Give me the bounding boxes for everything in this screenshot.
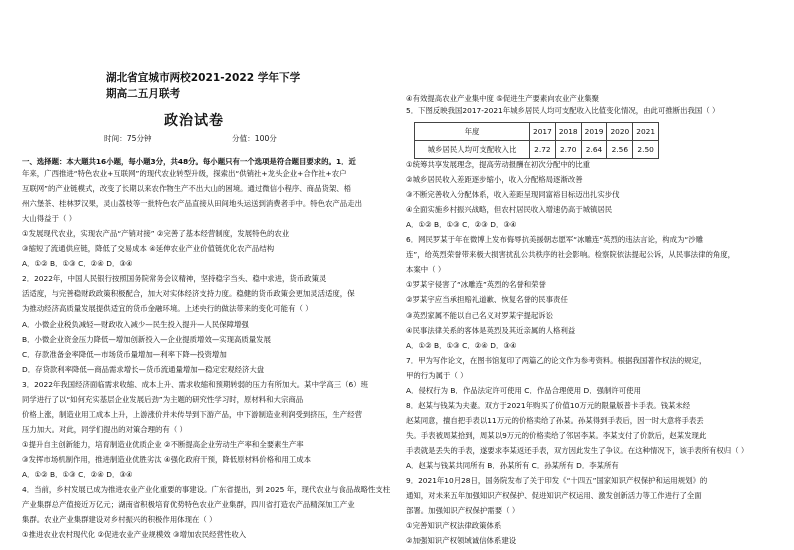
table-header-cell: 年度 [415, 123, 530, 141]
exam-title-line2: 期高二五月联考 [106, 88, 181, 100]
text-line: 7．甲为写作论文，在图书馆复印了两篇乙的论文作为参考资料。根据我国著作权法的规定， [406, 355, 707, 365]
text-line: ③缩短了流通供应链，降低了交易成本 ④延伸农业产业价值链优化农产品结构 [22, 244, 275, 254]
text-line: A．①② B．①③ C．②④ D．③④ [22, 470, 133, 479]
text-line: A．小微企业税负减轻—财政收入减少—民生投入提升—人民保障增强 [22, 319, 249, 329]
text-line: ①提升自主创新能力，培育制造业优质企业 ②不断提高企业劳动生产率和全要素生产率 [22, 439, 304, 449]
text-line: ①统筹共享发展理念，提高劳动报酬在初次分配中的比重 [406, 160, 591, 169]
left-column [22, 0, 395, 550]
text-line: 甲的行为属于（ ） [406, 370, 468, 380]
text-line: 手表就是丢失的手表，遂要求李某返还手表，双方因此发生了争议。在这种情况下，该手表所有权归（ ） [406, 445, 749, 455]
text-line: ④全面实施乡村振兴战略，但农村居民收入增速仍高于城镇居民 [406, 205, 613, 215]
text-line: 本案中（ ） [406, 265, 446, 275]
text-line: 集群。农业产业集群建设对乡村振兴的积极作用体现在（ ） [22, 515, 217, 525]
text-line: 大山得益于（ ） [22, 214, 77, 224]
text-line: ②加强知识产权领域诚信体系建设 [406, 536, 517, 546]
text-line: 互联网”的产业链模式，改变了长期以来农作物生产不出大山的困境。通过微信小程序、商品货架、梧 [22, 184, 352, 194]
table-cell: 2.50 [633, 141, 659, 159]
text-line: 6．网民罗某于年在微博上发布侮辱抗美援朝志愿军“冰雕连”英烈的违法言论，构成为“沙雕 [406, 235, 704, 245]
table-cell: 2.56 [607, 141, 633, 159]
text-line: 活适度，与完善稳财政政策积极配合，加大对实体经济支持力度。稳健的货币政策会更加灵活适度，保 [22, 289, 355, 299]
text-line: D．存贷款利率降低—商品需求增长—货币流通量增加—稳定宏观经济大盘 [22, 364, 265, 374]
text-line: B．小微企业资金压力降低—增加创新投入—企业提质增效—实现高质量发展 [22, 334, 271, 344]
text-line: ④有效提高农业产业集中度 ⑤促进生产要素向农业产业集聚 [406, 94, 599, 103]
text-line: 部署。加强知识产权保护需要（ ） [406, 506, 520, 516]
text-line: 5．下图反映我国2017-2021年城乡居民人均可支配收入比值变化情况，由此可推断出我国（ ） [406, 106, 720, 115]
text-line: ③发挥市场机制作用，推进制造业优胜劣汰 ④强化政府干预，降低原材料价格和用工成本 [22, 454, 312, 464]
text-line: 为推动经济高质量发展提供适宜的货币金融环境。上述央行的做法带来的变化可能有（ ） [22, 304, 313, 314]
exam-time: 时间：75分钟 [104, 134, 152, 143]
table-header-cell: 2018 [555, 123, 581, 141]
text-line: ①罗某宇侵害了“冰雕连”英烈的名誉和荣誉 [406, 280, 546, 290]
text-line: 3．2022年我国经济面临需求收缩、成本上升、需求收缩和预期转弱的压力有所加大。某中学高三（6）班 [22, 379, 369, 389]
table-cell: 2.70 [555, 141, 581, 159]
text-line: ③不断完善收入分配体系，收入差距呈现同富裕目标迈出扎实步伐 [406, 190, 620, 200]
table-header-cell: 2017 [530, 123, 556, 141]
text-line: 连”，给英烈荣誉带来极大损害扰乱公共秩序的社会影响。检察院依法提起公诉，从民事法律的角度， [406, 250, 736, 260]
text-line: 同学进行了以“如何充实基层企业发展后劲”为主题的研究性学习时，原材料和大宗商品 [22, 394, 304, 404]
text-line: A．①② B．①③ C．②③ D．③④ [406, 220, 517, 230]
text-line: 失。手表被周某拾到，周某以9万元的价格卖给了邻居李某。李某支付了价款后，赵某发现此 [406, 430, 707, 440]
right-column [406, 0, 781, 550]
table-row [415, 141, 659, 159]
text-line: A．①② B．①③ C．②④ D．③④ [22, 259, 133, 269]
text-line: 4．当前，乡村发展已成为推进农业产业化重要的事建设。广东省提出，到 2025 年，现代农业与食品战略性支柱 [22, 485, 391, 495]
text-line: C．存款准备金率降低—市场货币量增加—利率下降—投资增加 [22, 349, 227, 359]
text-line: ①完善知识产权法律政策体系 [406, 521, 502, 531]
text-line: 压力加大。对此，同学们提出的对策合理的有（ ） [22, 424, 187, 434]
table-header-cell: 2021 [633, 123, 659, 141]
text-line: ③英烈家属不能以自己名义对罗某宇提起诉讼 [406, 310, 554, 320]
text-line: 8．赵某与钱某为夫妻。双方于2021年购买了价值10万元的限量版普卡手表。钱某未经 [406, 400, 691, 410]
text-line: ②罗某宇应当承担赔礼道歉、恢复名誉的民事责任 [406, 295, 568, 305]
table-header-cell: 2019 [581, 123, 607, 141]
text-line: ④民事法律关系的客体是英烈及其近亲属的人格利益 [406, 325, 576, 335]
income-ratio-table [414, 122, 659, 159]
text-line: 产业集群总产值接近万亿元；湖南省积极培育优势特色农业产业集群，四川省打造农产品精深加工产业 [22, 500, 355, 510]
text-line: 通知，对未来五年加强知识产权保护、促进知识产权运用、激发创新活力等工作进行了全面 [406, 491, 702, 501]
text-line: 9．2021年10月28日，国务院发布了关于印发《“十四五”国家知识产权保护和运用规划》的 [406, 476, 708, 486]
subject-title: 政治试卷 [164, 113, 224, 129]
table-cell: 2.64 [581, 141, 607, 159]
text-line: A．赵某与钱某共同所有 B．孙某所有 C．孙某所有 D．李某所有 [406, 461, 619, 470]
text-line: 价格上涨，制造业用工成本上升，上游涨价并未传导到下游产品，中下游制造业利润受到挤压，生产经营 [22, 409, 362, 419]
text-line: ①发展现代农业，实现农产品“产销对接” ②完善了基本经营制度，发展特色的农业 [22, 229, 290, 239]
table-row [415, 123, 659, 141]
section-heading: 一、选择题：本大题共16小题，每小题3分，共48分。每小题只有一个选项是符合题目要求的。1．近 [22, 157, 356, 166]
text-line: 州六堡茶、桂林罗汉果，灵山荔枝等一批特色农产品直接从田间地头运送到消费者手中。特色农产品走出 [22, 199, 362, 209]
exam-title-line1: 湖北省宜城市两校2021-2022 学年下学 [106, 72, 301, 84]
text-line: 年来，广西推进“特色农业+互联网”的现代农业转型升级，探索出“供销社+龙头企业+合作社+农户 [22, 169, 347, 178]
text-line: A．侵权行为 B．作品法定许可使用 C．作品合理使用 D．强制许可使用 [406, 385, 641, 395]
text-line: 2．2022年，中国人民银行按照国务院常务会议精神，坚持稳字当头、稳中求进，货币政策灵 [22, 274, 327, 284]
table-header-cell: 2020 [607, 123, 633, 141]
text-line: ①推进农业农村现代化 ②促进农业产业规模效 ③增加农民经营性收入 [22, 530, 247, 540]
text-line: A．①② B．①③ C．②④ D．③④ [406, 340, 517, 350]
text-line: ②城乡居民收入差距逐步缩小，收入分配格局逐渐改善 [406, 175, 583, 185]
exam-score: 分值：100分 [232, 134, 277, 143]
table-cell: 2.72 [530, 141, 556, 159]
table-cell: 城乡居民人均可支配收入比 [415, 141, 530, 159]
text-line: 赵某同意，擅自把手表以11万元的价格卖给了孙某。孙某得到手表后，因一时大意将手表丢 [406, 415, 704, 425]
